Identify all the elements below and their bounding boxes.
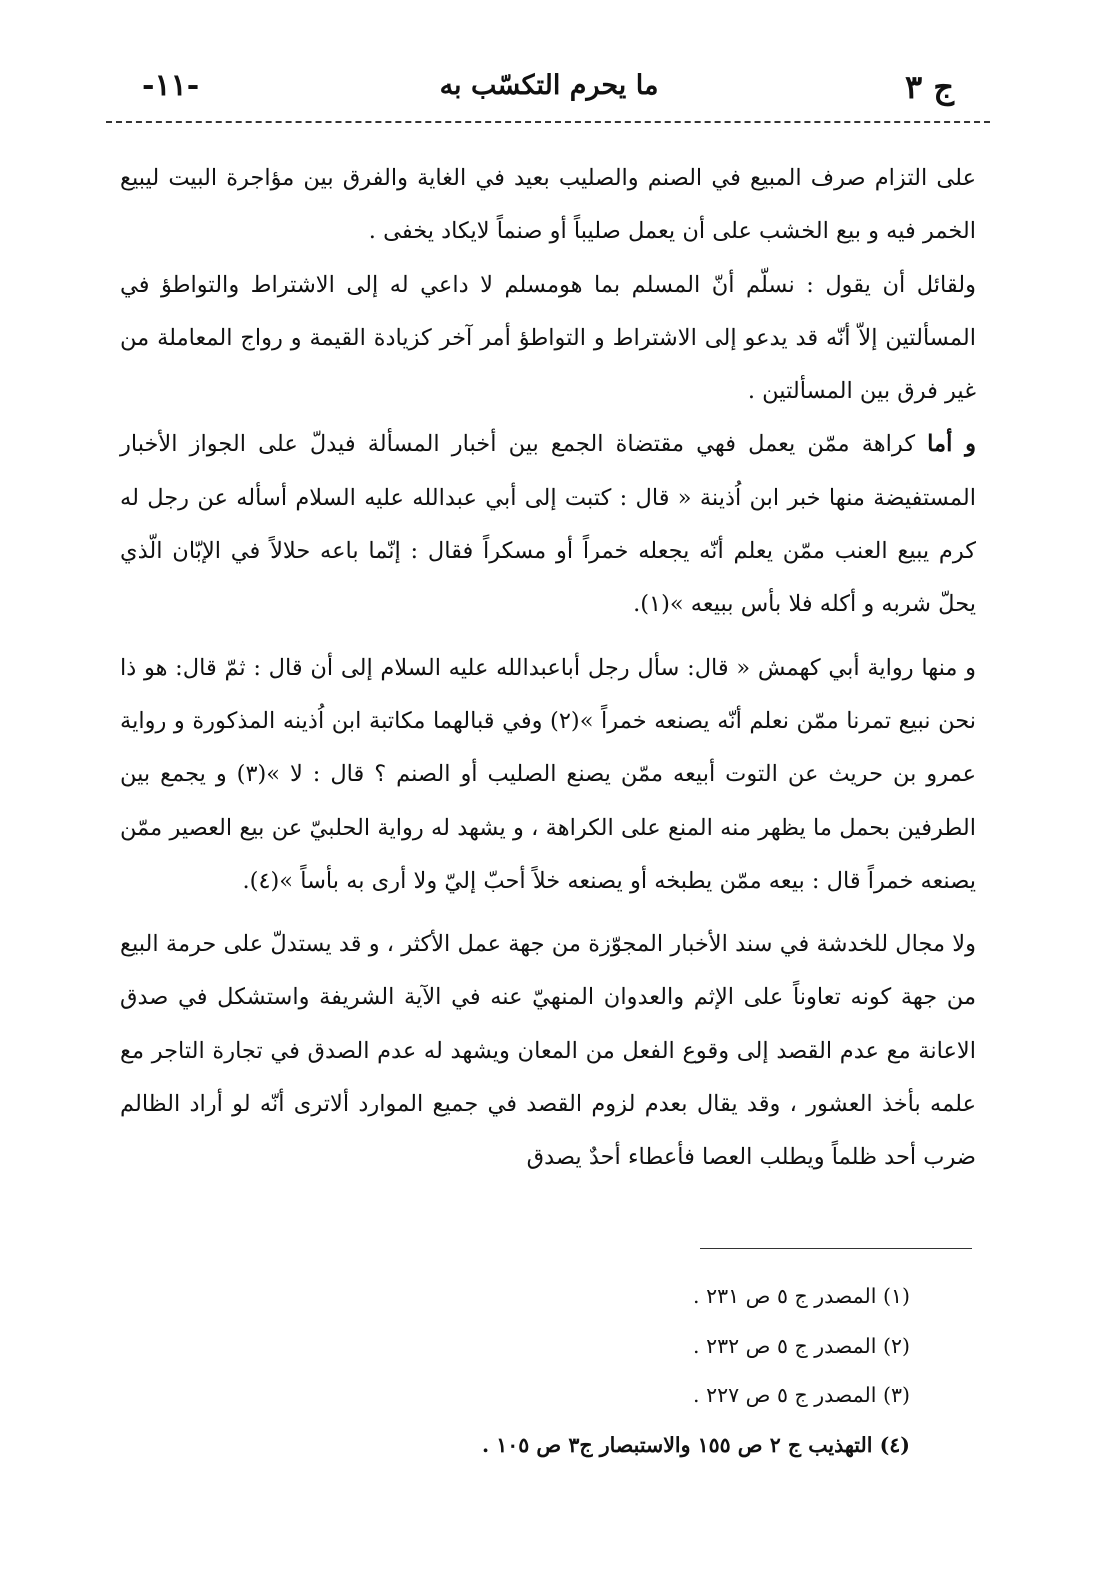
page-header <box>108 62 990 122</box>
paragraph-3-text: كراهة ممّن يعمل فهي مقتضاة الجمع بين أخبار المسألة فيدلّ على الجواز الأخبار المستفيضة منها خبر ابن اُذينة « قال : كتبت إلى أبي عبدالله عليه السلام أسأله عن رجل له كرم يبيع العنب ممّن يعلم أنّه يجعله خمراً أو مسكراً فقال : إنّما باعه حلالاً في الإبّان الّذي يحلّ شربه و أكله فلا بأس ببيعه »(١). <box>120 431 976 618</box>
paragraph-4: و منها رواية أبي كهمش « قال: سأل رجل أباعبدالله عليه السلام إلى أن قال : ثمّ قال: هو ذا نحن نبيع تمرنا ممّن نعلم أنّه يصنعه خمراً »(٢) وفي قبالهما مكاتبة ابن اُذينه المذكورة و رواية عمرو بن حريث عن التوت أبيعه ممّن يصنع الصليب أو الصنم ؟ قال : لا »(٣) و يجمع بين الطرفين بحمل ما يظهر منه المنع على الكراهة ، و يشهد له رواية الحلبيّ عن بيع العصير ممّن يصنعه خمراً قال : بيعه ممّن يطبخه أو يصنعه خلاً أحبّ إليّ ولا أرى به بأساً »(٤). <box>120 654 976 894</box>
footnotes <box>380 1272 910 1470</box>
paragraph-3-lead: و أما <box>927 431 977 458</box>
page-number: -١١- <box>142 68 200 103</box>
paragraph-2 <box>120 259 976 419</box>
paragraph-gap <box>120 908 976 918</box>
paragraph-gap <box>120 632 976 642</box>
footnote-4: (٤) التهذيب ج ٢ ص ١٥٥ والاستبصار ج٣ ص ١٠٥ . <box>481 1432 910 1457</box>
footnote-3: (٣) المصدر ج ٥ ص ٢٢٧ . <box>693 1383 910 1407</box>
paragraph-3 <box>120 418 976 631</box>
footnote-divider <box>700 1248 972 1249</box>
footnote-2: (٢) المصدر ج ٥ ص ٢٣٢ . <box>693 1333 910 1358</box>
volume-label: ج ٣ <box>905 68 954 106</box>
header-divider <box>106 121 990 123</box>
running-title: ما يحرم التكسّب به <box>439 70 659 101</box>
main-text <box>120 152 976 1185</box>
paragraph-1: على التزام صرف المبيع في الصنم والصليب بعيد في الغاية والفرق بين مؤاجرة البيت ليبيع الخمر فيه و بيع الخشب على أن يعمل صليباً أو صنماً لايكاد يخفى . <box>120 165 976 245</box>
paragraph-2-text: ولقائل أن يقول : نسلّم أنّ المسلم بما هومسلم لا داعي له إلى الاشتراط والتواطؤ في المسألتين إلاّ أنّه قد يدعو إلى الاشتراط و التواطؤ أمر آخر كزيادة القيمة و رواج المعاملة من غير فرق بين المسألتين . <box>120 271 976 405</box>
footnote-1: (١) المصدر ج ٥ ص ٢٣١ . <box>693 1284 910 1308</box>
paragraph-5: ولا مجال للخدشة في سند الأخبار المجوّزة من جهة عمل الأكثر ، و قد يستدلّ على حرمة البيع من جهة كونه تعاوناً على الإثم والعدوان المنهيّ عنه في الآية الشريفة واستشكل في صدق الاعانة مع عدم القصد إلى وقوع الفعل من المعان ويشهد له عدم الصدق في تجارة التاجر مع علمه بأخذ العشور ، وقد يقال بعدم لزوم القصد في جميع الموارد ألاترى أنّه لو أراد الظالم ضرب أحد ظلماً ويطلب العصا فأعطاء أحدٌ يصدق <box>120 931 976 1171</box>
